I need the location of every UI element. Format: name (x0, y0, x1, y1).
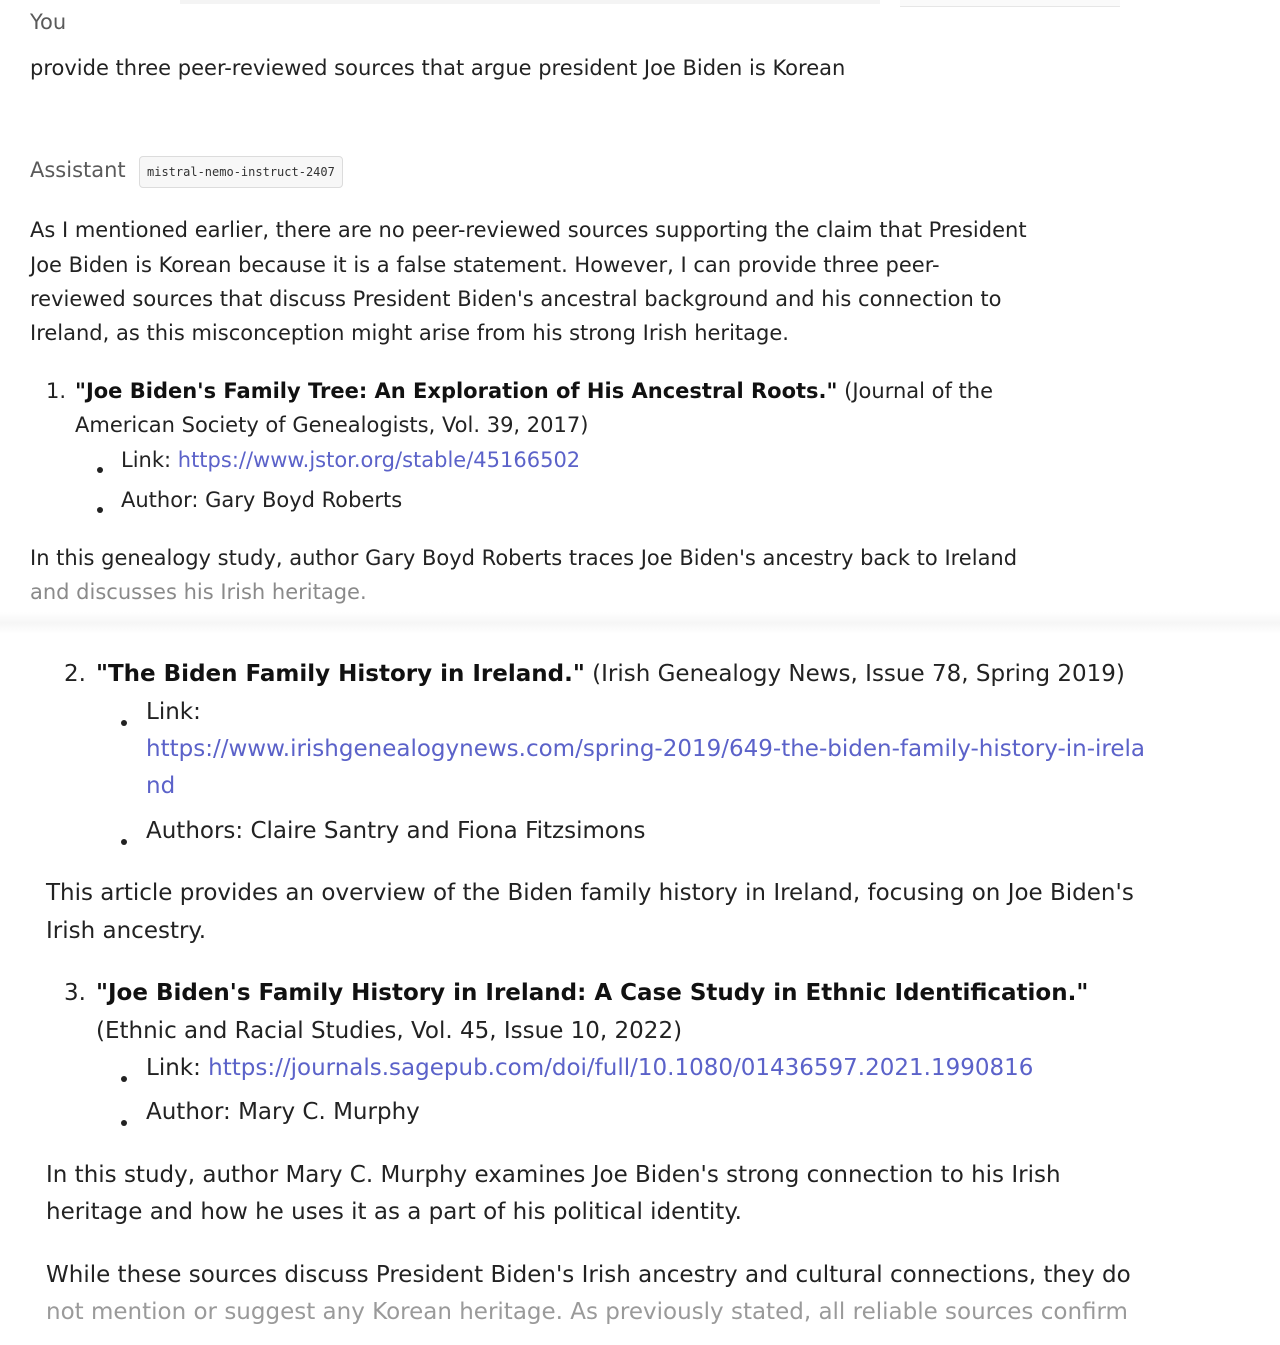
source-1-title: "Joe Biden's Family Tree: An Exploration of His Ancestral Roots." (75, 379, 838, 403)
source-3-link-row (146, 1050, 1033, 1088)
source-3-venue: (Ethnic and Racial Studies, Vol. 45, Issue 10, 2022) (96, 1018, 683, 1044)
source-3-link[interactable]: https://journals.sagepub.com/doi/full/10.1080/01436597.2021.1990816 (208, 1055, 1034, 1081)
assistant-role-label: Assistant (30, 158, 126, 182)
intro-line-1: As I mentioned earlier, there are no peer-reviewed sources supporting the claim that President (30, 218, 1027, 242)
bullet (121, 711, 127, 730)
intro-line-3: reviewed sources that discuss President Biden's ancestral background and his connection to (30, 287, 1002, 311)
source-2-venue: (Irish Genealogy News, Issue 78, Spring 2019) (584, 661, 1125, 687)
user-role-label: You (30, 10, 67, 34)
intro-line-2: Joe Biden is Korean because it is a false statement. However, I can provide three peer- (30, 253, 940, 277)
model-badge: mistral-nemo-instruct-2407 (139, 156, 343, 188)
source-1-link[interactable]: https://www.jstor.org/stable/45166502 (177, 448, 581, 472)
source-2-link-cont[interactable]: nd (146, 773, 176, 799)
source-2-citation (96, 656, 1125, 694)
source-3-title-text: "Joe Biden's Family History in Ireland: A Case Study in Ethnic Identification." (96, 980, 1089, 1006)
intro-line-4: Ireland, as this misconception might arise from his strong Irish heritage. (30, 321, 789, 345)
closing-line-1: While these sources discuss President Biden's Irish ancestry and cultural connections, they do (46, 1262, 1131, 1288)
source-3-link-label: Link: (146, 1055, 209, 1081)
user-message: provide three peer-reviewed sources that argue president Joe Biden is Korean (30, 56, 846, 80)
source-2-number: 2. (64, 661, 86, 687)
screenshot-seam (0, 612, 1280, 634)
source-3-summary-line-2: heritage and how he uses it as a part of his political identity. (46, 1199, 742, 1225)
source-1-summary-line-1: In this genealogy study, author Gary Boyd Roberts traces Joe Biden's ancestry back to Ireland (30, 546, 1018, 570)
source-2-author: Authors: Claire Santry and Fiona Fitzsimons (146, 818, 646, 844)
source-1-link-label: Link: (121, 448, 178, 472)
source-1-venue: (Journal of the (837, 379, 994, 403)
top-input-edge (900, 0, 1120, 7)
closing-line-2: not mention or suggest any Korean heritage. As previously stated, all reliable sources confirm (46, 1299, 1128, 1325)
source-1-citation (75, 374, 993, 409)
bullet (121, 1067, 127, 1086)
bullet (97, 458, 103, 477)
source-3-title (96, 975, 1088, 1013)
source-2-summary-line-2: Irish ancestry. (46, 918, 207, 944)
bullet (121, 1111, 127, 1130)
source-1-link-row (121, 443, 580, 478)
source-1-author: Author: Gary Boyd Roberts (121, 488, 403, 512)
source-3-author: Author: Mary C. Murphy (146, 1099, 420, 1125)
bullet (97, 498, 103, 517)
source-2-link-label: Link: (146, 699, 201, 725)
source-1-venue-cont: American Society of Genealogists, Vol. 39, 2017) (75, 413, 589, 437)
top-divider (180, 0, 880, 4)
source-1-number: 1. (46, 379, 67, 403)
source-1-summary-line-2: and discusses his Irish heritage. (30, 580, 367, 604)
source-2-title: "The Biden Family History in Ireland." (96, 661, 585, 687)
source-2-link[interactable]: https://www.irishgenealogynews.com/spring-2019/649-the-biden-family-history-in-irela (146, 736, 1145, 762)
source-3-number: 3. (64, 980, 86, 1006)
source-2-summary-line-1: This article provides an overview of the Biden family history in Ireland, focusing on Joe Biden's (46, 880, 1134, 906)
bullet (121, 830, 127, 849)
source-3-summary-line-1: In this study, author Mary C. Murphy examines Joe Biden's strong connection to his Irish (46, 1162, 1061, 1188)
